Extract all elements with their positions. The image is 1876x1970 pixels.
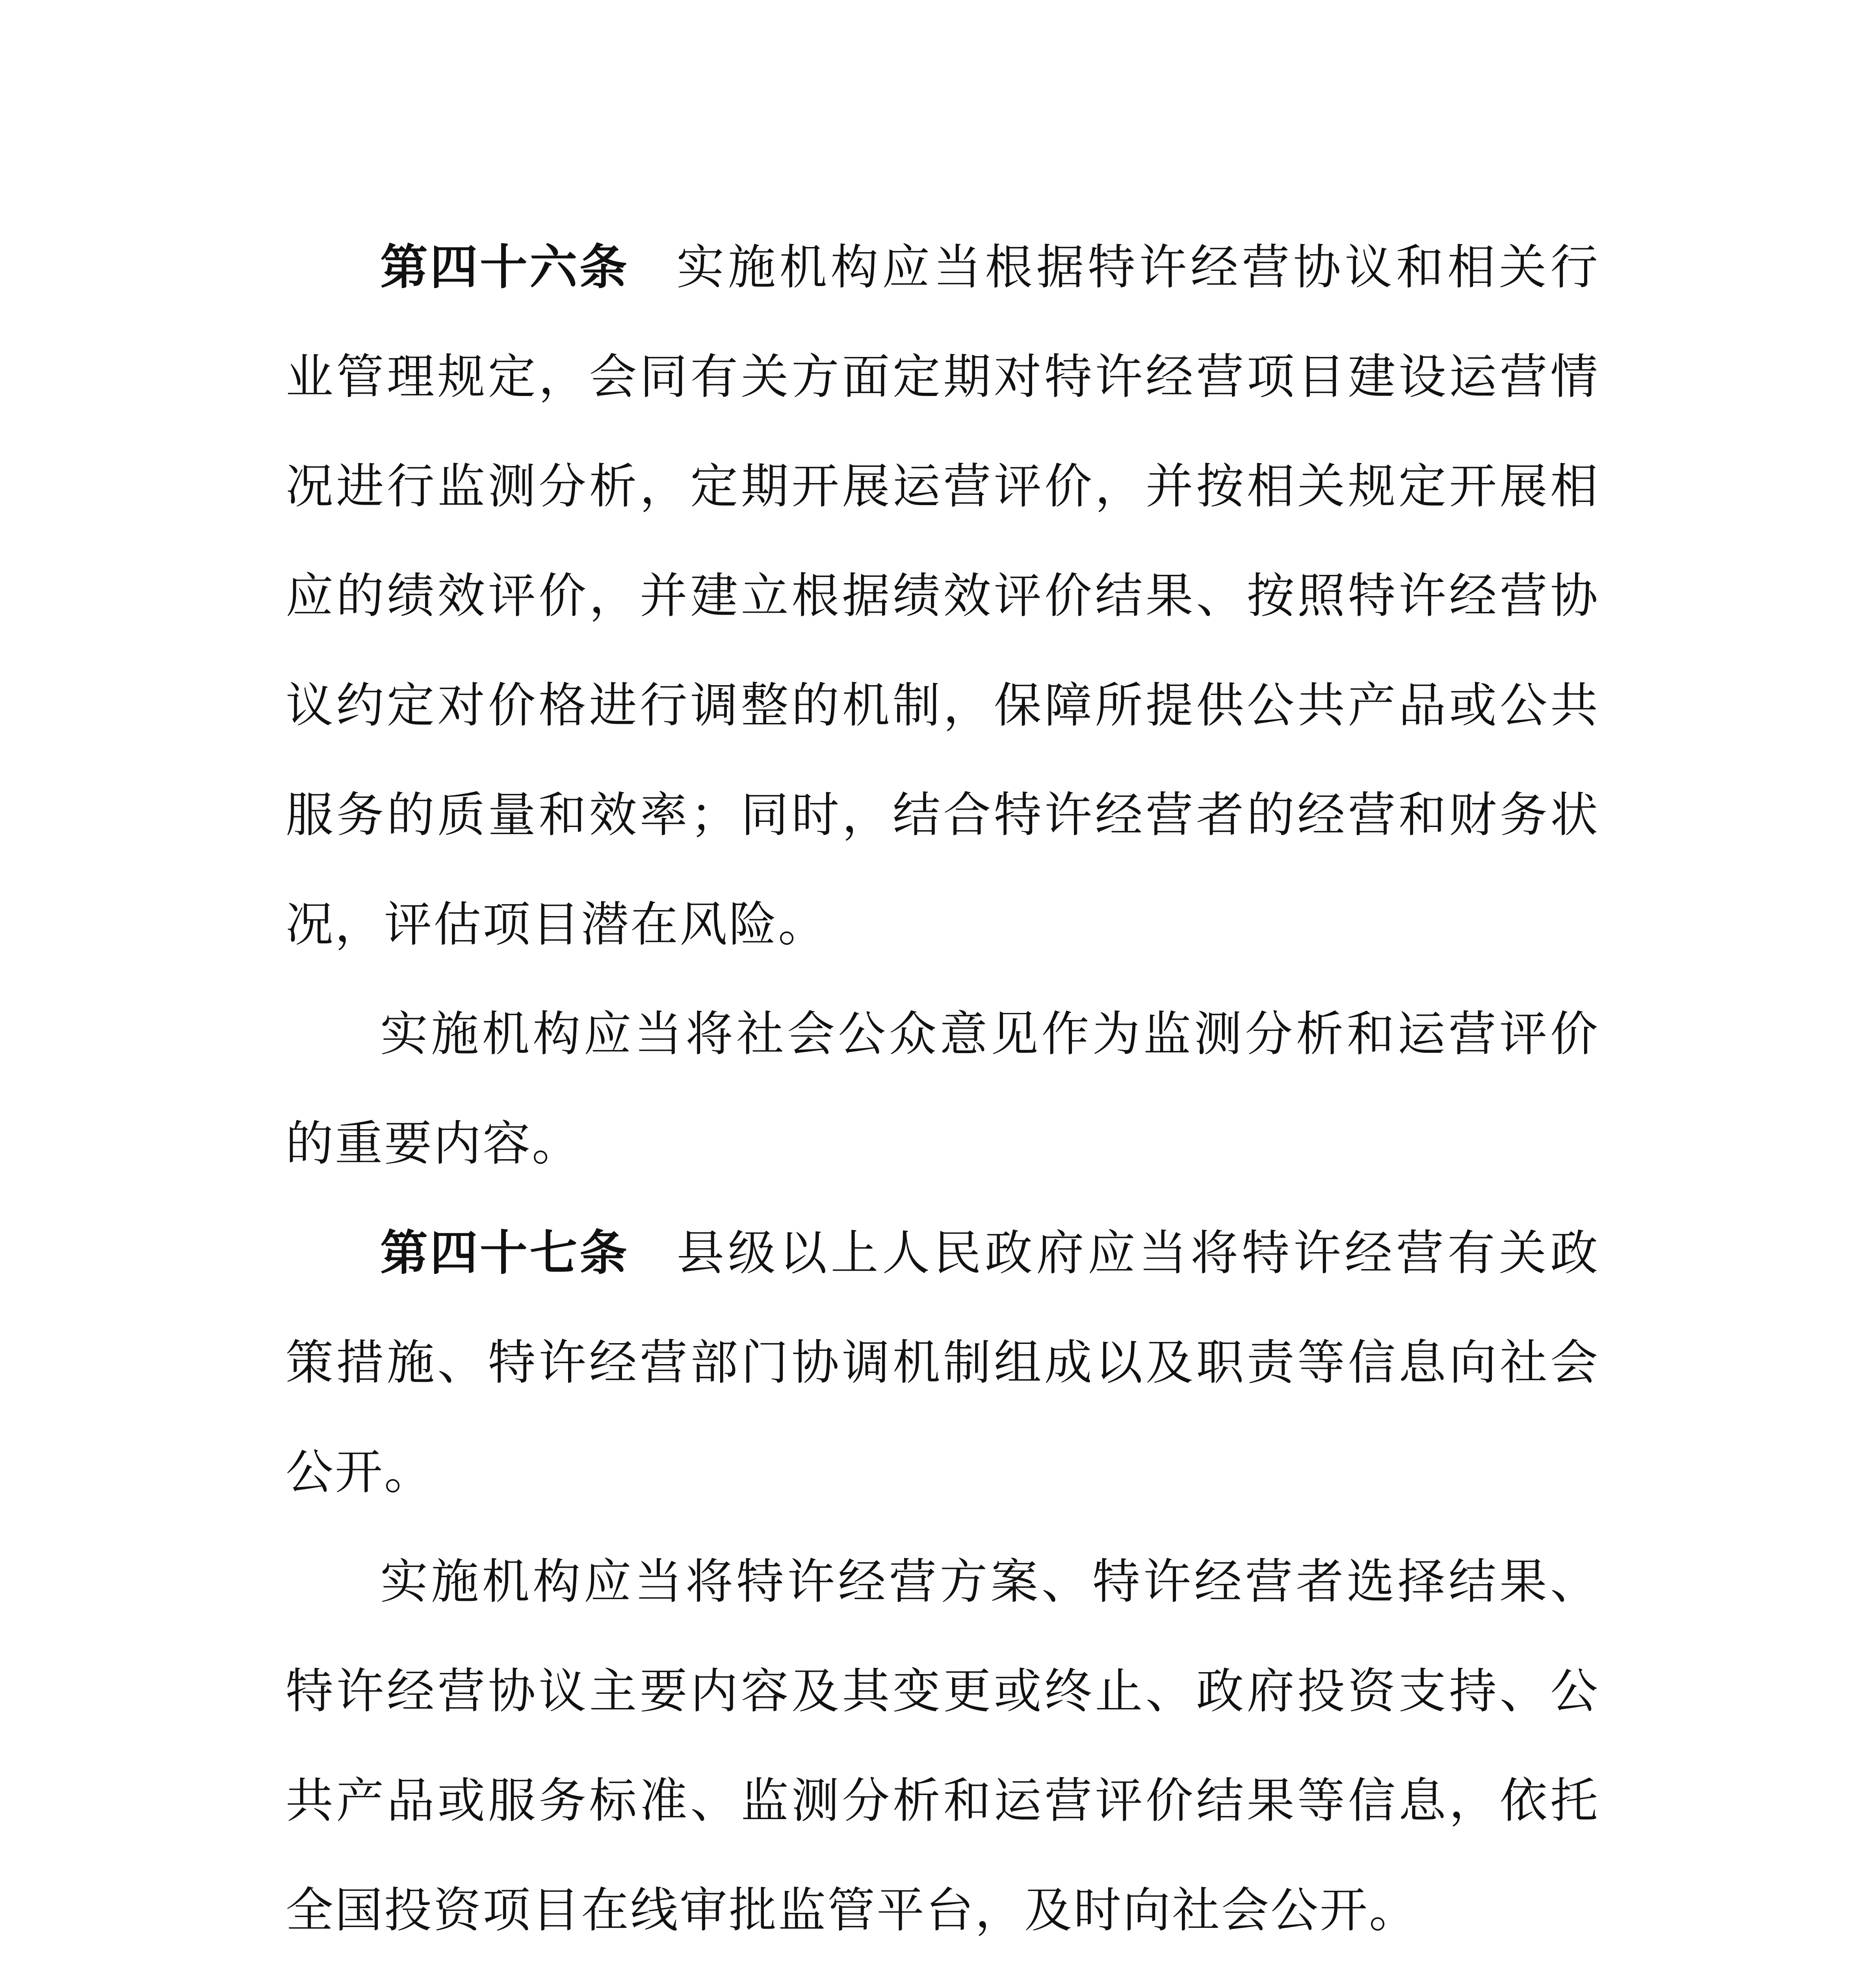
paragraph-text: 实施机构应当将特许经营方案、特许经营者选择结果、特许经营协议主要内容及其变更或终止、政府投资支持、公共产品或服务标准、监测分析和运营评价结果等信息，依托全国投资项目在线审批监管平台，及时向社会公开。 xyxy=(286,1554,1599,1938)
paragraph-text: 实施机构应当将社会公众意见作为监测分析和运营评价的重要内容。 xyxy=(286,1006,1599,1171)
paragraph-article-46 xyxy=(286,213,1599,979)
paragraph-article-47-3 xyxy=(286,1965,1599,1970)
paragraph-article-46-2 xyxy=(286,979,1599,1199)
document-body xyxy=(286,213,1599,1970)
article-heading: 第四十六条 xyxy=(380,240,630,295)
article-heading: 第四十七条 xyxy=(380,1225,630,1281)
paragraph-text: 实施机构应当根据特许经营协议和相关行业管理规定，会同有关方面定期对特许经营项目建设运营情况进行监测分析，定期开展运营评价，并按相关规定开展相应的绩效评价，并建立根据绩效评价结果、按照特许经营协议约定对价格进行调整的机制，保障所提供公共产品或公共服务的质量和效率；同时，结合特许经营者的经营和财务状况，评估项目潜在风险。 xyxy=(286,240,1599,952)
paragraph-text: 县级以上人民政府应当将特许经营有关政策措施、特许经营部门协调机制组成以及职责等信息向社会公开。 xyxy=(286,1225,1599,1500)
paragraph-article-47 xyxy=(286,1199,1599,1527)
paragraph-article-47-2 xyxy=(286,1527,1599,1965)
